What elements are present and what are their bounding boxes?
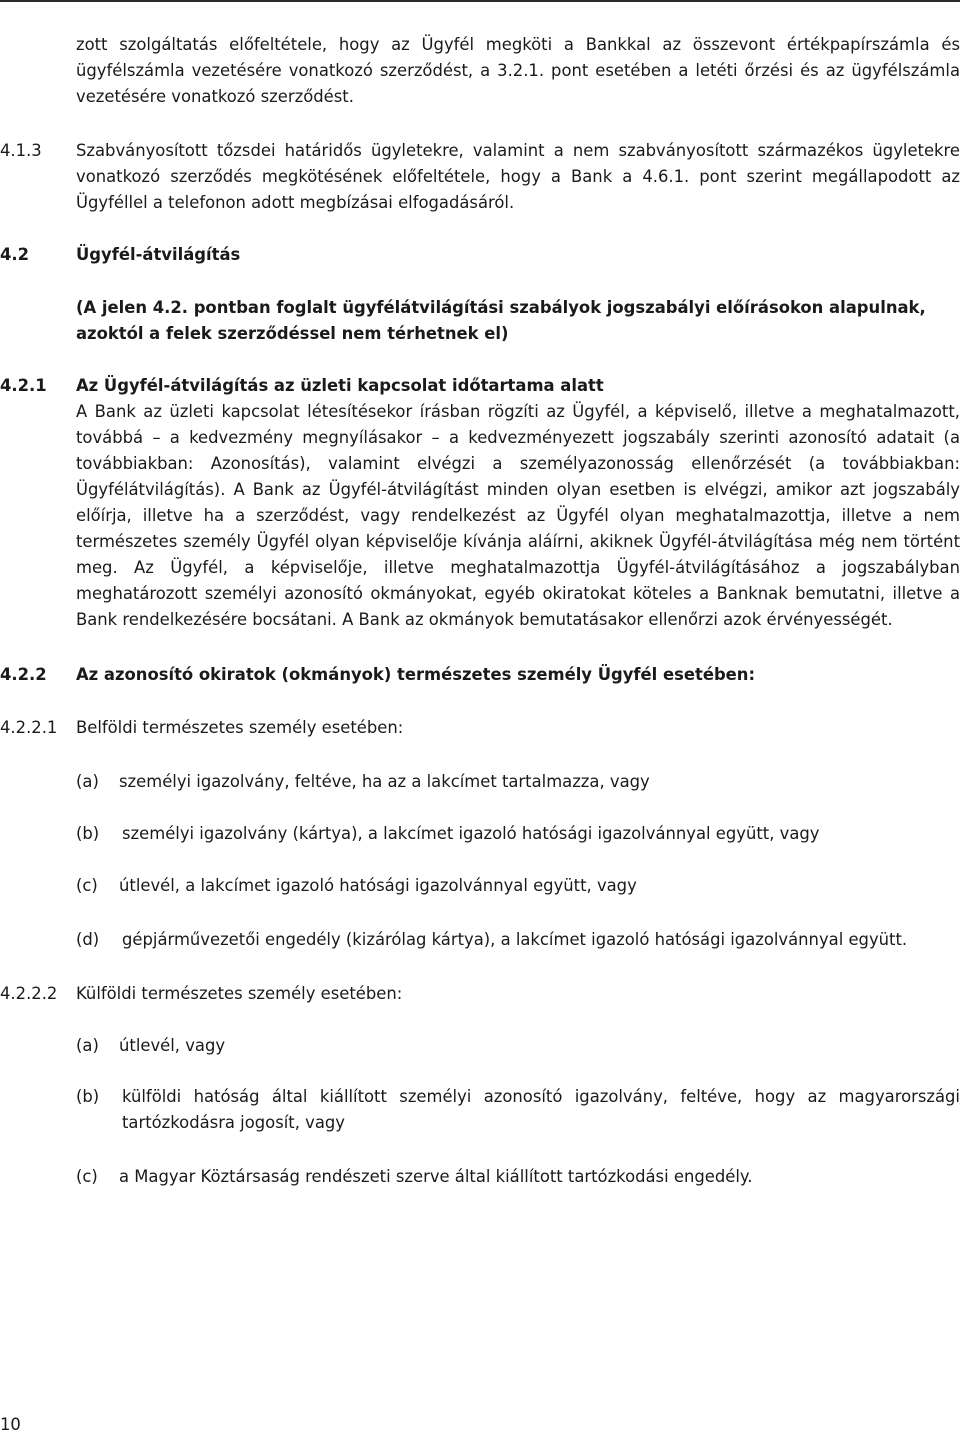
section-4-2-note: (A jelen 4.2. pontban foglalt ügyfélátvilágítási szabályok jogszabályi előírásokon alapulnak, azoktól a felek szerződéssel nem térhetnek el): [76, 298, 926, 343]
section-4-2-1-body: A Bank az üzleti kapcsolat létesítésekor írásban rögzíti az Ügyfél, a képviselő, illetve a meghatalmazott, továbbá – a kedvezmény megnyílásakor – a kedvezményezett jogszabály szerinti azonosító adatait (a továbbiakban: Azonosítás), valamint elvégzi a személyazonosság ellenőrzését (a továbbiakban: Ügyfélátvilágítás). A Bank az Ügyfél-átvilágítást minden olyan esetben is elvégzi, amikor azt jogszabály előírja, illetve ha a szerződést, vagy rendelkezést az Ügyfél olyan meghatalmazottja, illetve a nem természetes személy Ügyfél olyan képviselője kívánja aláírni, akiknek Ügyfél-átvilágítása még nem történt meg. Az Ügyfél, a képviselője, illetve meghatalmazottja Ügyfél-átvilágításához a jogszabályban meghatározott személyi azonosító okmányokat, egyéb okiratokat köteles a Banknak bemutatni, illetve a Bank rendelkezésére bocsátani. A Bank az okmányok bemutatásakor ellenőrzi azok érvényességét.: [76, 402, 960, 629]
list-item: személyi igazolvány (kártya), a lakcímet igazoló hatósági igazolvánnyal együtt, vagy: [122, 824, 820, 843]
list-item: a Magyar Köztársaság rendészeti szerve által kiállított tartózkodási engedély.: [119, 1167, 753, 1186]
section-number-4-2-2-2: 4.2.2.2: [0, 984, 58, 1003]
list-item-mark: (c): [76, 1167, 98, 1186]
list-item-mark: (a): [76, 772, 99, 791]
section-number-4-2-2: 4.2.2: [0, 665, 47, 684]
list-item: útlevél, a lakcímet igazoló hatósági igazolvánnyal együtt, vagy: [119, 876, 637, 895]
section-4-2-title: Ügyfél-átvilágítás: [76, 245, 241, 264]
section-4-1-3-text: Szabványosított tőzsdei határidős ügyletekre, valamint a nem szabványosított származékos ügyletekre vonatkozó szerződés megkötésének előfeltétele, hogy a Bank a 4.6.1. pont szerint megállapodott az Ügyféllel a telefonon adott megbízásai elfogadásáról.: [76, 141, 960, 212]
list-item-mark: (b): [76, 1087, 100, 1106]
section-number-4-1-3: 4.1.3: [0, 141, 42, 160]
section-number-4-2-2-1: 4.2.2.1: [0, 718, 58, 737]
section-number-4-2-1: 4.2.1: [0, 376, 47, 395]
list-item-mark: (b): [76, 824, 100, 843]
section-4-2-1-title: Az Ügyfél-átvilágítás az üzleti kapcsolat időtartama alatt: [76, 376, 604, 395]
section-4-2-2-2-title: Külföldi természetes személy esetében:: [76, 984, 403, 1003]
intro-paragraph: zott szolgáltatás előfeltétele, hogy az Ügyfél megköti a Bankkal az összevont értékpapírszámla és ügyfélszámla vezetésére vonatkozó szerződést, a 3.2.1. pont esetében a letéti őrzési és az ügyfélszámla vezetésére vonatkozó szerződést.: [76, 35, 960, 106]
section-4-2-2-1-title: Belföldi természetes személy esetében:: [76, 718, 404, 737]
list-item-mark: (d): [76, 930, 100, 949]
list-item: személyi igazolvány, feltéve, ha az a lakcímet tartalmazza, vagy: [119, 772, 650, 791]
section-number-4-2: 4.2: [0, 245, 30, 264]
list-item: útlevél, vagy: [119, 1036, 226, 1055]
top-rule: [0, 0, 960, 2]
list-item: külföldi hatóság által kiállított személyi azonosító igazolvány, feltéve, hogy az magyarországi tartózkodásra jogosít, vagy: [122, 1087, 960, 1132]
list-item-mark: (c): [76, 876, 98, 895]
list-item: gépjárművezetői engedély (kizárólag kártya), a lakcímet igazoló hatósági igazolvánnyal együtt.: [122, 930, 908, 949]
page-number: 10: [0, 1415, 21, 1434]
section-4-2-2-title: Az azonosító okiratok (okmányok) természetes személy Ügyfél esetében:: [76, 665, 756, 684]
list-item-mark: (a): [76, 1036, 99, 1055]
